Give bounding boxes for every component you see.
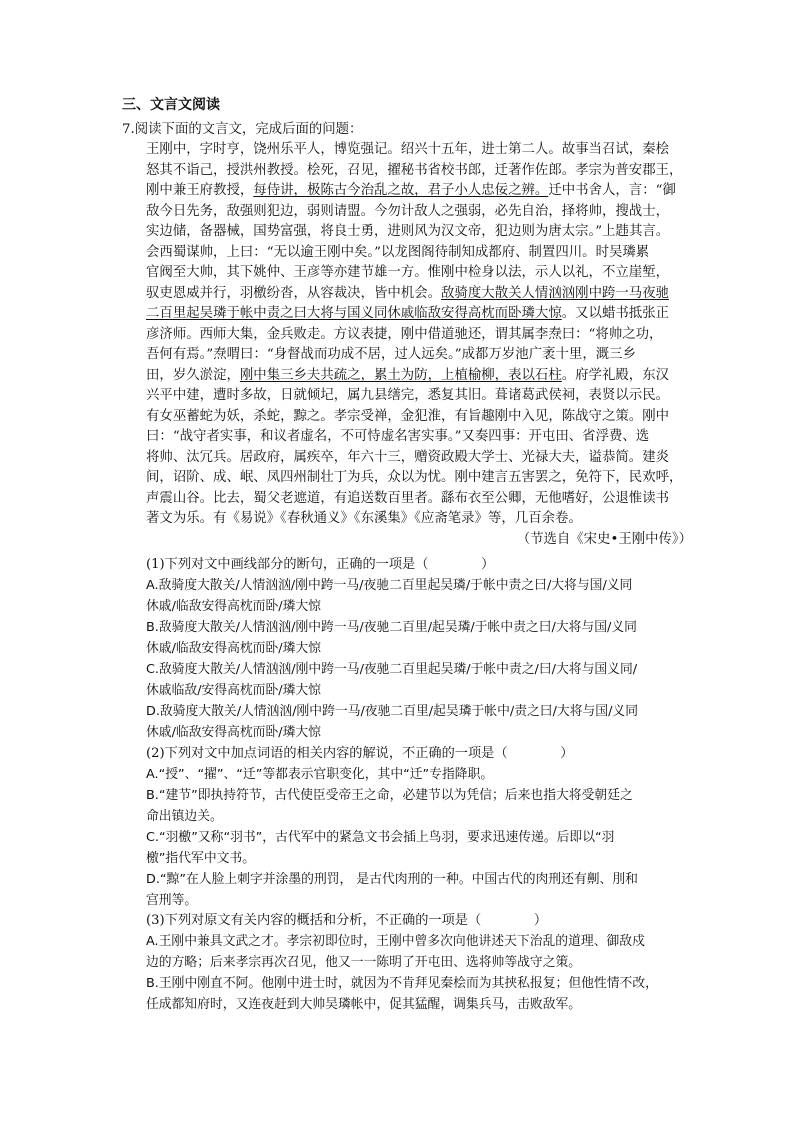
option-a: A.“授”、“擢”、“迁”等都表示官职变化，其中“迁”专指降职。 (146, 767, 494, 782)
option-d-cont: 宫刑等。 (146, 893, 198, 908)
option-c: C.敌骑度大散关/人情汹汹/刚中跨一马/夜驰二百里起吴璘/于帐中责之/曰/大将与国义同/ (146, 662, 638, 677)
passage-line: 彦济师。西师大集，金兵败走。方议表捷，刚中借道驰还，谓其属李焘曰：“将帅之功， (146, 326, 663, 342)
option-c-cont: 休戚临敌/安得高枕而卧/璘大惊 (146, 683, 321, 698)
option-d: D.“黥”在人脸上刺字并涂墨的刑罚， 是古代肉刑的一种。中国古代的肉刑还有劓、刖和 (146, 872, 638, 887)
classical-passage (146, 140, 696, 550)
passage-line: 著文为乐。有《易说》《春秋通义》《东溪集》《应斋笔录》等，几百余卷。 (146, 511, 582, 526)
option-b: B.王刚中刚直不阿。他刚中进士时，就因为不肯拜见秦桧而为其挟私报复；但他性情不改， (146, 976, 658, 991)
passage-line: 将帅、汰冗兵。居政府，属疾卒，年六十三，赠资政殿大学士、光禄大夫，谥恭简。建炎 (146, 449, 670, 465)
passage-line: 田，岁久淤淀，刚中集三乡夫共疏之，累土为防，上植榆柳，表以石柱。府学礼殿，东汉 (146, 367, 670, 383)
option-c-cont: 檄”指代军中文书。 (146, 851, 256, 866)
question-stem: (3)下列对原文有关内容的概括和分析，不正确的一项是（ ） (146, 913, 548, 928)
option-b-cont: 休戚/临敌安得高枕而卧/璘大惊 (146, 641, 321, 656)
option-b: B.“建节”即执持符节，古代使臣受帝王之命，必建节以为凭信；后来也指大将受朝廷之 (146, 788, 633, 803)
sub-question-3 (146, 910, 702, 1015)
passage-line: 敌今日先务，敌强则犯边，弱则请盟。今勿计敌人之强弱，必先自治，择将帅，搜战士， (146, 203, 670, 219)
option-b-cont: 任成都知府时，又连夜赶到大帅吴璘帐中，促其猛醒，调集兵马，击败敌军。 (146, 997, 582, 1012)
underlined-phrase: 二百里起吴璘于帐中责之曰大将与国义同休戚临敌安得高枕而卧璘大惊 (146, 306, 562, 321)
passage-line: 会西蜀谋帅，上曰：“无以逾王刚中矣。”以龙图阁待制知成都府、制置四川。时吴璘累 (146, 244, 650, 260)
passage-source: （节选自《宋史•王刚中传》） (516, 531, 692, 547)
passage-line: 二百里起吴璘于帐中责之曰大将与国义同休戚临敌安得高枕而卧璘大惊。又以蜡书抵张正 (146, 306, 670, 321)
option-d: D.敌骑度大散关/人情汹汹/刚中跨一马/夜驰二百里/起吴璘于帐中/责之曰/大将与国/义同 (146, 704, 638, 719)
passage-line: 有女巫蓄蛇为妖，杀蛇，黥之。孝宗受禅，金犯淮，有旨趣刚中入见，陈战守之策。刚中 (146, 408, 670, 424)
option-b: B.敌骑度大散关/人情汹汹/刚中跨一马/夜驰二百里/起吴璘/于帐中责之曰/大将与国/义同 (146, 620, 637, 635)
section-title: 三、文言文阅读 (122, 97, 220, 113)
passage-line: 驭吏恩威并行，羽檄纷沓，从容裁决，皆中机会。敌骑度大散关人情汹汹刚中跨一马夜驰 (146, 285, 670, 301)
option-a: A.敌骑度大散关/人情汹汹/刚中跨一马/夜驰二百里起吴璘/于帐中责之曰/大将与国/义同 (146, 578, 633, 593)
passage-line: 刚中兼王府教授，每侍讲，极陈古今治乱之故，君子小人忠佞之辨。迁中书舍人，言：“御 (146, 183, 676, 198)
question-stem: (2)下列对文中加点词语的相关内容的解说，不正确的一项是（ ） (146, 746, 574, 761)
sub-question-1 (146, 554, 702, 743)
passage-line: 官阀至大帅，其下姚仲、王彦等亦建节雄一方。惟刚中检身以法，示人以礼，不立崖堑， (146, 265, 670, 280)
option-a-cont: 休戚/临敌安得高枕而卧/璘大惊 (146, 599, 321, 614)
question-number-line: 7.阅读下面的文言文，完成后面的问题： (122, 122, 363, 137)
passage-line: 声震山谷。比去，蜀父老遮道，有追送数百里者。繇布衣至公卿，无他嗜好，公退惟读书 (146, 490, 670, 506)
passage-line: 实边储，备器械，国势富强，将良士勇，进则风为汉文帝，犯边则为唐太宗。”上韪其言。 (146, 224, 670, 239)
underlined-phrase: 每侍讲，极陈古今治乱之故，君子小人忠佞之辨。 (253, 183, 549, 198)
option-d-cont: 休戚/临敌安得高枕而卧/璘大惊 (146, 725, 321, 740)
option-b-cont: 命出镇边关。 (146, 809, 223, 824)
passage-line: 怒其不诣己，授洪州教授。桧死，召见，擢秘书省校书郎，迁著作佐郎。孝宗为普安郡王， (146, 162, 683, 178)
underlined-phrase: 敌骑度大散关人情汹汹刚中跨一马夜驰 (441, 285, 670, 301)
passage-line: 间，诏阶、成、岷、凤四州制壮丁为兵，众以为忧。刚中建言五害罢之，免符下，民欢呼， (146, 470, 683, 485)
option-a: A.王刚中兼具文武之才。孝宗初即位时，王刚中曾多次向他讲述天下治乱的道理、御敌戍 (146, 934, 645, 949)
sub-question-2 (146, 743, 702, 911)
option-a-cont: 边的方略；后来孝宗再次召见，他又一一陈明了开屯田、选将帅等战守之策。 (146, 955, 582, 970)
question-stem: (1)下列对文中画线部分的断句，正确的一项是（ ） (146, 557, 495, 572)
passage-line: 王刚中，字时亨，饶州乐平人，博览强记。绍兴十五年，进士第二人。故事当召试，秦桧 (146, 142, 670, 157)
passage-line: 兴平中建，遭时多故，日就倾圮，属九县缮完，悉复其旧。葺诸葛武侯祠，表贤以示民。 (146, 388, 670, 403)
passage-line: 吾何有焉。”焘喟曰：“身督战而功成不居，过人远矣。”成都万岁池广袤十里，溉三乡 (146, 347, 636, 362)
option-c: C.“羽檄”又称“羽书”，古代军中的紧急文书会插上鸟羽，要求迅速传递。后即以“羽 (146, 830, 615, 845)
underlined-phrase: 刚中集三乡夫共疏之，累土为防，上植榆柳，表以石柱 (239, 367, 562, 383)
passage-line: 曰：“战守者实事，和议者虚名，不可恃虚名害实事。”又奏四事：开屯田、省浮费、选 (146, 429, 650, 444)
